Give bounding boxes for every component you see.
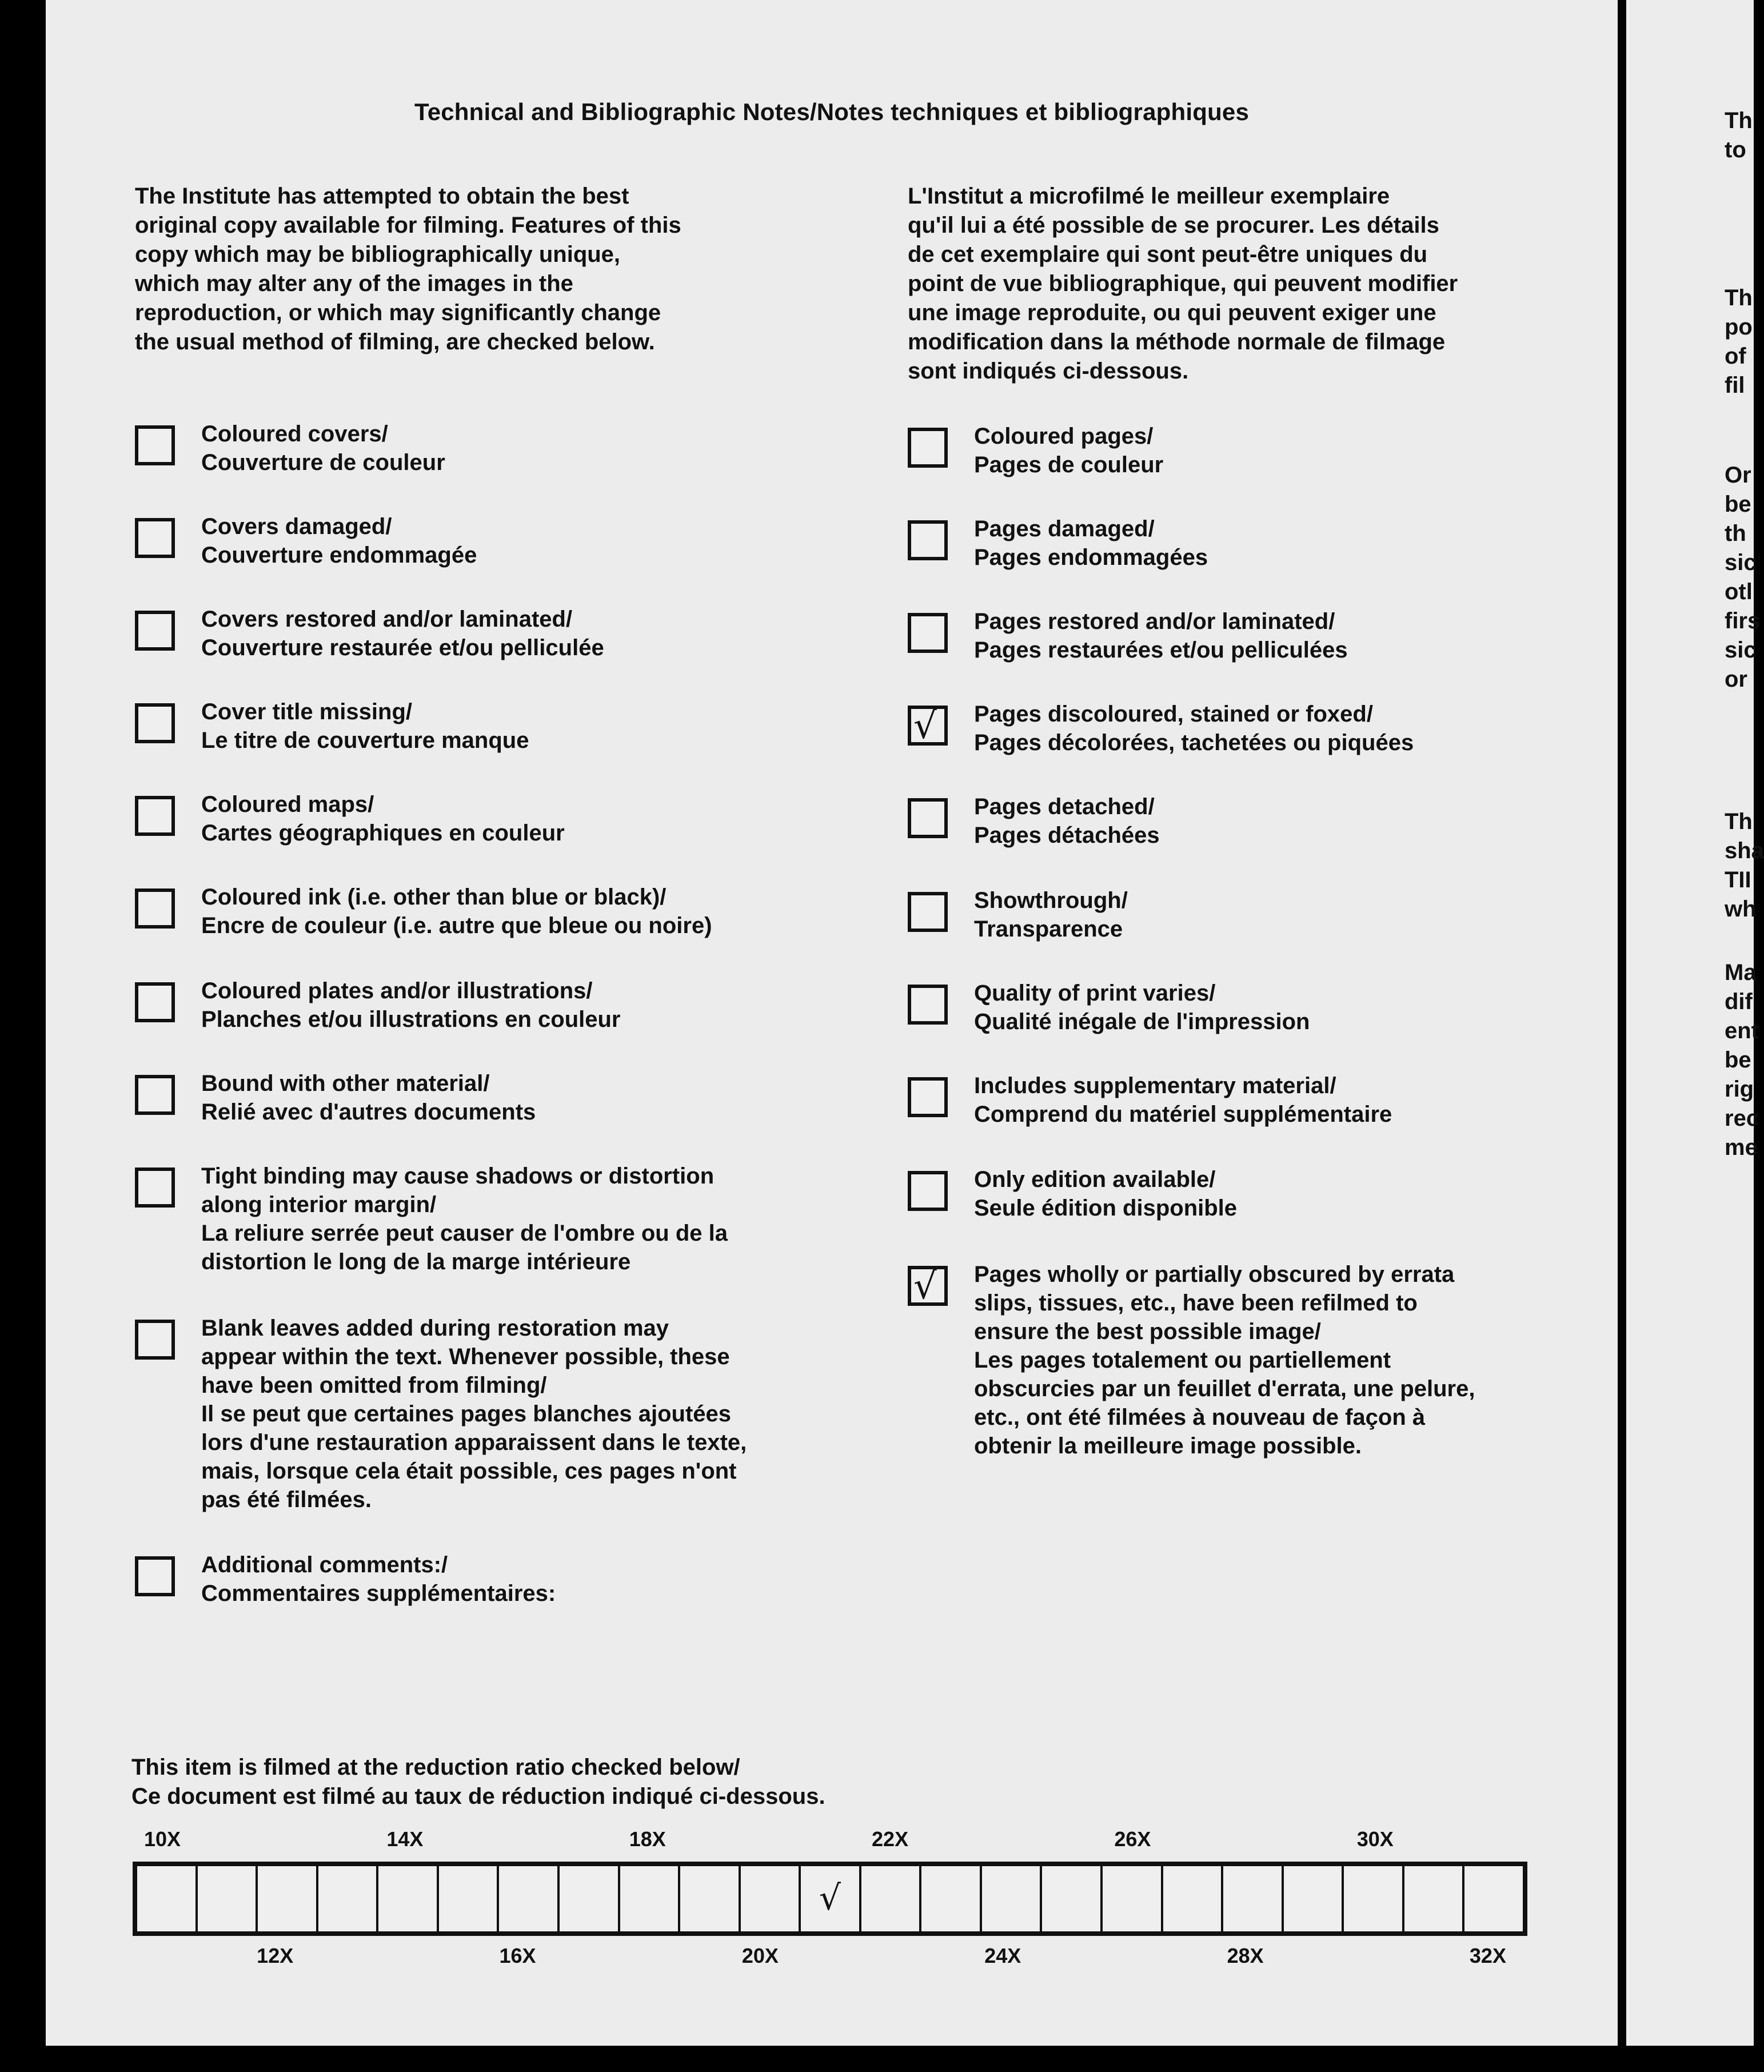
ratio-cell[interactable] (439, 1866, 500, 1931)
ratio-top-label: 26X (1114, 1827, 1151, 1851)
ratio-bottom-label: 32X (1469, 1944, 1506, 1967)
left-checkbox[interactable] (135, 982, 175, 1022)
left-checkbox[interactable] (135, 425, 175, 465)
adjacent-page-text: me (1725, 1135, 1758, 1160)
ratio-top-label: 14X (386, 1827, 424, 1851)
left-checkbox[interactable] (135, 888, 175, 929)
ratio-bottom-label: 20X (741, 1944, 779, 1967)
ratio-top-label: 18X (629, 1827, 666, 1851)
right-label: Pages detached/ Pages détachées (974, 794, 1160, 848)
right-checkbox[interactable] (908, 1266, 948, 1306)
adjacent-page-text: Th (1725, 285, 1753, 310)
ratio-bottom-label: 16X (499, 1944, 536, 1967)
left-checkbox[interactable] (135, 1556, 175, 1596)
left-checkbox[interactable] (135, 703, 175, 743)
adjacent-page-text: TII (1725, 867, 1751, 892)
adjacent-page-text: firs (1725, 608, 1761, 633)
reduction-line-en: This item is filmed at the reduction ratio checked below/ (131, 1755, 740, 1780)
right-checkbox[interactable] (908, 1077, 948, 1117)
check-mark-icon: √ (913, 1265, 937, 1308)
check-mark-icon: √ (913, 705, 937, 747)
adjacent-page-text: sic (1725, 550, 1757, 575)
adjacent-page-text: Th (1725, 809, 1753, 834)
ratio-cell[interactable] (861, 1866, 922, 1931)
left-checkbox[interactable] (135, 611, 175, 651)
adjacent-page-text: be (1725, 1047, 1751, 1073)
intro-french-text: L'Institut a microfilmé le meilleur exemplaire qu'il lui a été possible de se procurer. Les détails de cet exemplaire qui sont peut-être uniques du point de vue bibliographique, qui peuvent modifier une image reproduite, ou qui peuvent exiger une modification dans la méthode normale de filmage sont indiqués ci-dessous. (908, 184, 1458, 384)
ratio-cell[interactable] (801, 1866, 861, 1931)
right-label: Pages damaged/ Pages endommagées (974, 516, 1208, 570)
left-label: Bound with other material/ Relié avec d'autres documents (201, 1071, 536, 1125)
left-label: Coloured plates and/or illustrations/ Planches et/ou illustrations en couleur (201, 978, 621, 1032)
adjacent-page-text: ent (1725, 1018, 1759, 1043)
adjacent-page-text: be (1725, 492, 1751, 517)
adjacent-page-text: wh (1725, 896, 1757, 922)
right-label: Includes supplementary material/ Comprend du matériel supplémentaire (974, 1073, 1392, 1127)
ratio-cell[interactable] (378, 1866, 439, 1931)
reduction-ratio-grid (133, 1862, 1527, 1936)
right-label: Only edition available/ Seule édition disponible (974, 1167, 1238, 1221)
ratio-cell[interactable] (1404, 1866, 1465, 1931)
ratio-cell[interactable] (1042, 1866, 1103, 1931)
adjacent-page-text: sic (1725, 637, 1757, 663)
ratio-cell[interactable] (499, 1866, 560, 1931)
right-label: Showthrough/ Transparence (974, 888, 1128, 942)
right-label: Pages wholly or partially obscured by errata slips, tissues, etc., have been refilmed to ensure the best possible image/ Les pages totalement ou partiellement obscurcies par un feuillet d'errata, une pelure, etc., ont été filmées à nouveau de façon à obtenir la meilleure image possible. (974, 1262, 1475, 1459)
left-checkbox[interactable] (135, 796, 175, 836)
ratio-bottom-label: 12X (257, 1944, 294, 1967)
ratio-cell[interactable] (1163, 1866, 1224, 1931)
left-label: Coloured covers/ Couverture de couleur (201, 421, 445, 475)
left-label: Covers restored and/or laminated/ Couverture restaurée et/ou pelliculée (201, 607, 604, 660)
left-checkbox[interactable] (135, 1168, 175, 1208)
adjacent-page-text: or (1725, 667, 1747, 692)
right-checkbox[interactable] (908, 428, 948, 468)
left-label: Tight binding may cause shadows or distortion along interior margin/ La reliure serrée peut causer de l'ombre ou de la distortion le long de la marge intérieure (201, 1163, 728, 1274)
ratio-cell[interactable] (680, 1866, 741, 1931)
reduction-line-fr: Ce document est filmé au taux de réduction indiqué ci-dessous. (131, 1784, 825, 1809)
adjacent-page-text: of (1725, 344, 1746, 369)
right-checkbox[interactable] (908, 798, 948, 838)
ratio-cell[interactable] (741, 1866, 801, 1931)
right-label: Quality of print varies/ Qualité inégale de l'impression (974, 981, 1310, 1034)
intro-english-text: The Institute has attempted to obtain the best original copy available for filming. Features of this copy which may be bibliographically unique, which may alter any of the images in the reproduction, or which may significantly change the usual method of filming, are checked below. (135, 184, 681, 354)
ratio-cell[interactable] (137, 1866, 198, 1931)
left-checkbox[interactable] (135, 518, 175, 558)
ratio-bottom-label: 28X (1227, 1944, 1264, 1967)
ratio-bottom-label: 24X (984, 1944, 1021, 1967)
ratio-cell[interactable] (560, 1866, 620, 1931)
adjacent-page-text: sha (1725, 838, 1764, 863)
ratio-cell[interactable] (1223, 1866, 1284, 1931)
left-label: Cover title missing/ Le titre de couverture manque (201, 699, 529, 753)
adjacent-page-text: Ma (1725, 960, 1757, 985)
right-checkbox[interactable] (908, 706, 948, 746)
right-checkbox[interactable] (908, 892, 948, 932)
right-label: Pages restored and/or laminated/ Pages restaurées et/ou pelliculées (974, 609, 1348, 663)
adjacent-page-text: th (1725, 521, 1746, 546)
right-label: Coloured pages/ Pages de couleur (974, 424, 1164, 477)
left-label: Covers damaged/ Couverture endommagée (201, 514, 477, 568)
ratio-cell[interactable] (1344, 1866, 1404, 1931)
intro-french (908, 182, 1565, 386)
right-label: Pages discoloured, stained or foxed/ Pages décolorées, tachetées ou piquées (974, 702, 1414, 755)
ratio-cell[interactable] (1103, 1866, 1163, 1931)
ratio-cell[interactable] (258, 1866, 318, 1931)
left-checkbox[interactable] (135, 1075, 175, 1115)
right-checkbox[interactable] (908, 1171, 948, 1211)
left-label: Coloured ink (i.e. other than blue or black)/ Encre de couleur (i.e. autre que bleue ou noire) (201, 884, 712, 938)
reduction-instructions (131, 1753, 825, 1811)
left-label: Blank leaves added during restoration may appear within the text. Whenever possible, these have been omitted from filming/ Il se peut que certaines pages blanches ajoutées lors d'une restauration apparaissent dans le texte, mais, lorsque cela était possible, ces pages n'ont pas été filmées. (201, 1316, 747, 1512)
page-title: Technical and Bibliographic Notes/Notes techniques et bibliographiques (414, 98, 1250, 125)
right-checkbox[interactable] (908, 520, 948, 560)
right-checkbox[interactable] (908, 613, 948, 653)
ratio-top-label: 22X (872, 1827, 909, 1851)
intro-english (135, 182, 781, 357)
adjacent-page-text: rig (1725, 1077, 1754, 1102)
ratio-cell[interactable] (921, 1866, 982, 1931)
ratio-top-label: 10X (144, 1827, 181, 1851)
left-label: Additional comments:/ Commentaires supplémentaires: (201, 1552, 556, 1606)
adjacent-page-text: po (1725, 314, 1753, 340)
ratio-cell[interactable] (1284, 1866, 1344, 1931)
adjacent-page-text: Th (1725, 108, 1753, 133)
left-checkbox[interactable] (135, 1320, 175, 1360)
left-label: Coloured maps/ Cartes géographiques en couleur (201, 792, 565, 846)
ratio-cell[interactable] (1464, 1866, 1523, 1931)
adjacent-page-text: fil (1725, 373, 1745, 398)
adjacent-page-text: dif (1725, 989, 1753, 1014)
adjacent-page-text: to (1725, 137, 1746, 162)
check-mark-icon: √ (819, 1878, 841, 1918)
adjacent-page-text: rec (1725, 1106, 1759, 1131)
right-checkbox[interactable] (908, 985, 948, 1025)
ratio-cell[interactable] (620, 1866, 681, 1931)
ratio-top-label: 30X (1356, 1827, 1394, 1851)
ratio-cell[interactable] (318, 1866, 379, 1931)
adjacent-page-fragment (1626, 0, 1764, 2046)
ratio-cell[interactable] (198, 1866, 258, 1931)
adjacent-page-text: Or (1725, 463, 1751, 488)
adjacent-page-text: otl (1725, 579, 1753, 604)
ratio-cell[interactable] (982, 1866, 1043, 1931)
